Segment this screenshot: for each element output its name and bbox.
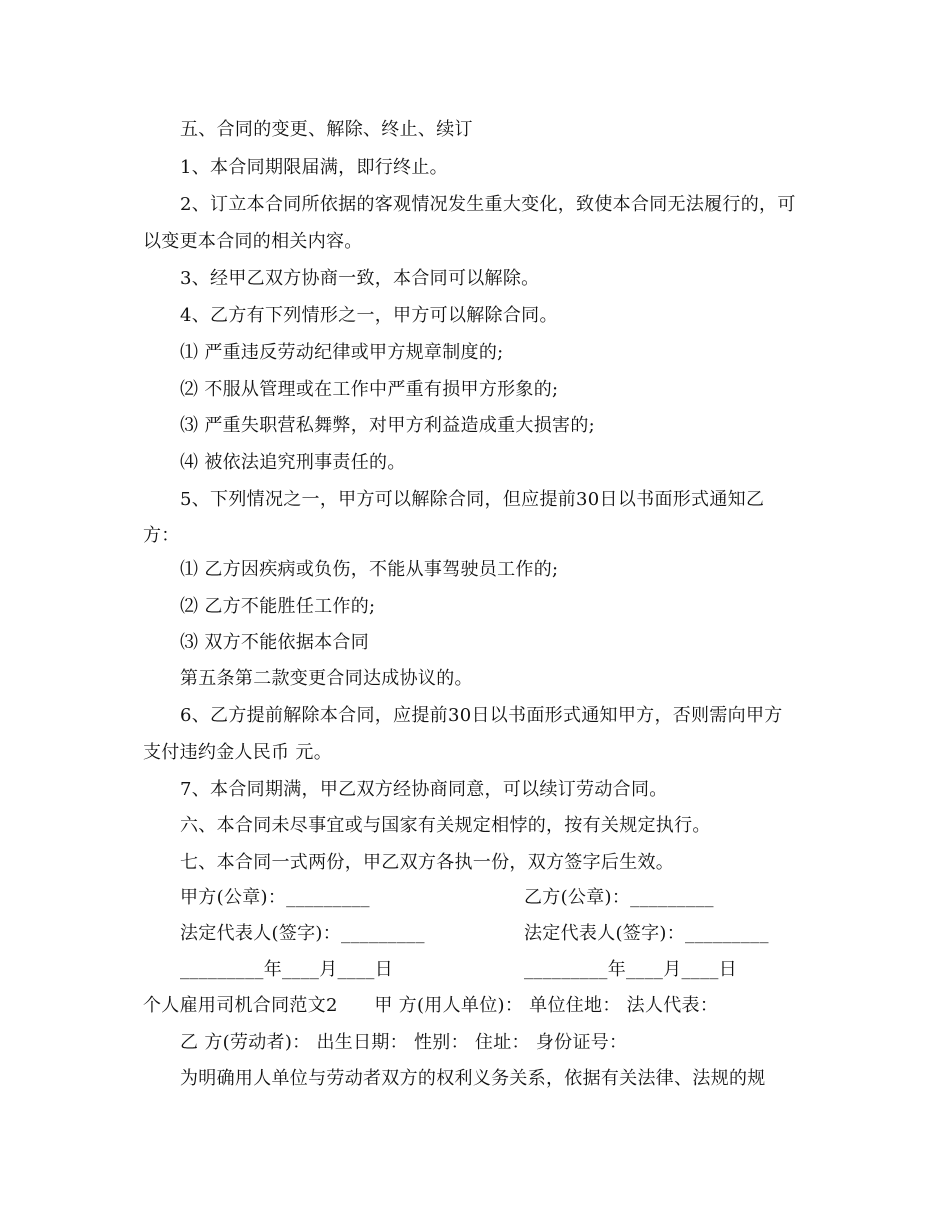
clause-2-line-2: 以变更本合同的相关内容。 — [143, 231, 363, 252]
clause-5-tail: 第五条第二款变更合同达成协议的。 — [180, 668, 473, 689]
party-a-seal: 甲方(公章)：_________ — [180, 887, 370, 908]
section-heading-5: 五、合同的变更、解除、终止、续订 — [180, 119, 473, 140]
clause-7: 7、本合同期满，甲乙双方经协商同意，可以续订劳动合同。 — [180, 779, 668, 800]
clause-6-line-2: 支付违约金人民币 元。 — [143, 742, 333, 763]
party-b-representative: 法定代表人(签字)：_________ — [524, 923, 769, 944]
clause-4-item-4: ⑷ 被依法追究刑事责任的。 — [180, 452, 406, 473]
party-a-date: _________年____月____日 — [180, 959, 393, 980]
section-6: 六、本合同未尽事宜或与国家有关规定相悖的，按有关规定执行。 — [180, 815, 711, 836]
party-a-representative: 法定代表人(签字)：_________ — [180, 923, 425, 944]
clause-4-item-3: ⑶ 严重失职营私舞弊，对甲方利益造成重大损害的; — [180, 415, 595, 436]
next-contract-title-line: 个人雇用司机合同范文2 甲 方(用人单位)： 单位住地： 法人代表： — [143, 995, 719, 1016]
clause-5-line-1: 5、下列情况之一，甲方可以解除合同，但应提前30日以书面形式通知乙 — [180, 489, 765, 510]
clause-4: 4、乙方有下列情形之一，甲方可以解除合同。 — [180, 305, 558, 326]
clause-5-line-2: 方： — [143, 525, 180, 546]
clause-4-item-1: ⑴ 严重违反劳动纪律或甲方规章制度的; — [180, 342, 504, 363]
clause-3: 3、经甲乙双方协商一致，本合同可以解除。 — [180, 268, 540, 289]
next-contract-intro-line: 为明确用人单位与劳动者双方的权利义务关系，依据有关法律、法规的规 — [180, 1068, 766, 1089]
clause-5-item-3: ⑶ 双方不能依据本合同 — [180, 632, 370, 653]
party-b-seal: 乙方(公章)：_________ — [524, 887, 714, 908]
next-contract-party-b-line: 乙 方(劳动者)： 出生日期： 性别： 住址： 身份证号： — [180, 1032, 628, 1053]
clause-6-line-1: 6、乙方提前解除本合同，应提前30日以书面形式通知甲方，否则需向甲方 — [180, 705, 783, 726]
party-b-date: _________年____月____日 — [524, 959, 737, 980]
clause-1: 1、本合同期限届满，即行终止。 — [180, 157, 448, 178]
clause-5-item-2: ⑵ 乙方不能胜任工作的; — [180, 596, 376, 617]
section-7: 七、本合同一式两份，甲乙双方各执一份，双方签字后生效。 — [180, 852, 675, 873]
clause-5-item-1: ⑴ 乙方因疾病或负伤，不能从事驾驶员工作的; — [180, 559, 559, 580]
clause-2-line-1: 2、订立本合同所依据的客观情况发生重大变化，致使本合同无法履行的，可 — [180, 194, 796, 215]
clause-4-item-2: ⑵ 不服从管理或在工作中严重有损甲方形象的; — [180, 379, 559, 400]
